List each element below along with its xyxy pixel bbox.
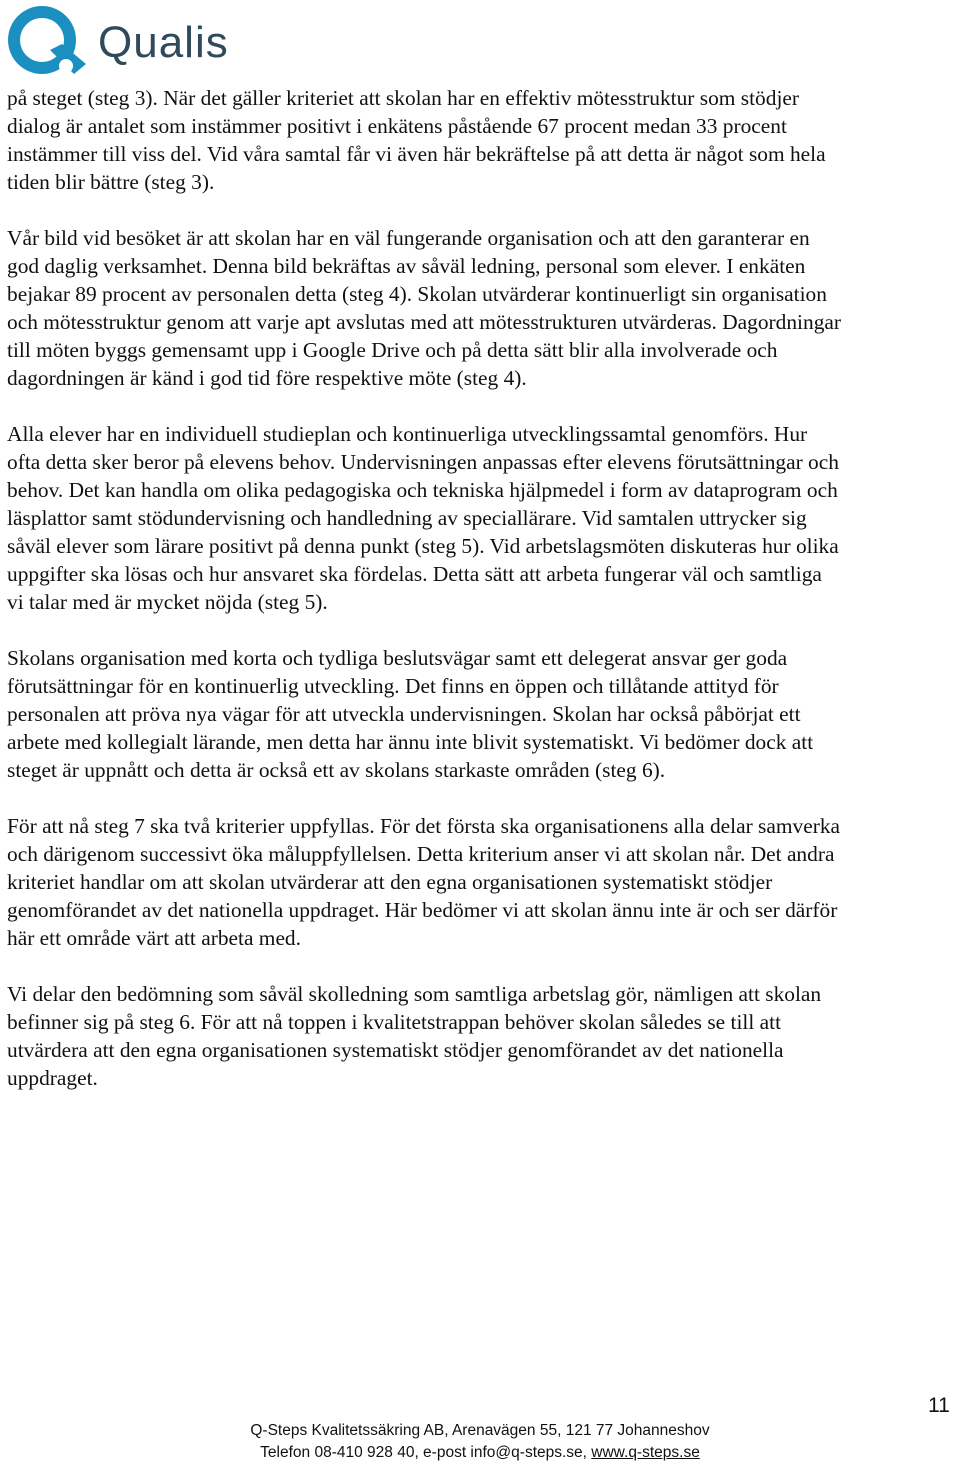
text-line: steget är uppnått och detta är också ett av skolans starkaste områden (steg 6). xyxy=(7,758,666,782)
qualis-q-icon xyxy=(4,4,94,82)
website-link[interactable]: www.q-steps.se xyxy=(591,1444,700,1461)
text-line: god daglig verksamhet. Denna bild bekräftas av såväl ledning, personal som elever. I enkäten xyxy=(7,254,806,278)
text-line: instämmer till viss del. Vid våra samtal får vi även här bekräftelse på att detta är något som hela xyxy=(7,142,826,166)
paragraph xyxy=(7,812,957,952)
text-line: uppdraget. xyxy=(7,1066,98,1090)
page-number: 11 xyxy=(928,1394,950,1417)
text-line: vi talar med är mycket nöjda (steg 5). xyxy=(7,590,328,614)
text-line: utvärdera att den egna organisationen systematiskt stödjer genomförandet av det nationella xyxy=(7,1038,784,1062)
text-line: Skolans organisation med korta och tydliga beslutsvägar samt ett delegerat ansvar ger goda xyxy=(7,646,788,670)
text-line: såväl elever som lärare positivt på denna punkt (steg 5). Vid arbetslagsmöten diskuteras hur olika xyxy=(7,534,839,558)
footer-contact xyxy=(0,1442,960,1464)
text-line: För att nå steg 7 ska två kriterier uppfyllas. För det första ska organisationens alla delar samverka xyxy=(7,814,841,838)
text-line: genomförandet av det nationella uppdraget. Här bedömer vi att skolan ännu inte är och ser därför xyxy=(7,898,838,922)
text-line: Vi delar den bedömning som såväl skolledning som samtliga arbetslag gör, nämligen att skolan xyxy=(7,982,822,1006)
footer xyxy=(0,1420,960,1464)
text-line: bejakar 89 procent av personalen detta (steg 4). Skolan utvärderar kontinuerligt sin organisation xyxy=(7,282,827,306)
text-line: behov. Det kan handla om olika pedagogiska och tekniska hjälpmedel i form av dataprogram och xyxy=(7,478,838,502)
logo-wordmark: Qualis xyxy=(98,18,229,67)
text-line: här ett område värt att arbeta med. xyxy=(7,926,301,950)
paragraph xyxy=(7,224,957,392)
paragraph xyxy=(7,84,957,196)
text-line: på steget (steg 3). När det gäller kriteriet att skolan har en effektiv mötesstruktur som stödjer xyxy=(7,86,800,110)
text-line: och mötesstruktur genom att varje apt avslutas med att mötesstrukturen utvärderas. Dagordningar xyxy=(7,310,842,334)
text-line: kriteriet handlar om att skolan utvärderar att den egna organisationen systematiskt stödjer xyxy=(7,870,773,894)
text-line: personalen att pröva nya vägar för att utveckla undervisningen. Skolan har också påbörjat ett xyxy=(7,702,801,726)
text-line: dialog är antalet som instämmer positivt i enkätens påstående 67 procent medan 33 procent xyxy=(7,114,787,138)
text-line: arbete med kollegialt lärande, men detta har ännu inte blivit systematiskt. Vi bedömer dock att xyxy=(7,730,814,754)
footer-contact-text: Telefon 08-410 928 40, e-post info@q-steps.se, xyxy=(260,1444,592,1461)
text-line: Alla elever har en individuell studieplan och kontinuerliga utvecklingssamtal genomförs. Hur xyxy=(7,422,808,446)
text-line: Vår bild vid besöket är att skolan har en väl fungerande organisation och att den garanterar en xyxy=(7,226,810,250)
text-line: läsplattor samt stödundervisning och handledning av speciallärare. Vid samtalen uttrycker sig xyxy=(7,506,807,530)
text-line: tiden blir bättre (steg 3). xyxy=(7,170,215,194)
text-line: befinner sig på steg 6. För att nå toppen i kvalitetstrappan behöver skolan således se till att xyxy=(7,1010,782,1034)
paragraph xyxy=(7,420,957,616)
text-line: förutsättningar för en kontinuerlig utveckling. Det finns en öppen och tillåtande attityd för xyxy=(7,674,779,698)
paragraph xyxy=(7,980,957,1092)
text-line: dagordningen är känd i god tid före respektive möte (steg 4). xyxy=(7,366,527,390)
text-line: uppgifter ska lösas och hur ansvaret ska fördelas. Detta sätt att arbeta fungerar väl och samtliga xyxy=(7,562,822,586)
text-line: ofta detta sker beror på elevens behov. Undervisningen anpassas efter elevens förutsättningar och xyxy=(7,450,839,474)
qualis-logo xyxy=(4,4,234,80)
document-body xyxy=(7,84,957,1120)
footer-address: Q-Steps Kvalitetssäkring AB, Arenavägen 55, 121 77 Johanneshov xyxy=(250,1422,710,1439)
text-line: till möten byggs gemensamt upp i Google Drive och på detta sätt blir alla involverade och xyxy=(7,338,778,362)
paragraph xyxy=(7,644,957,784)
text-line: och därigenom successivt öka måluppfyllelsen. Detta kriterium anser vi att skolan når. Det andra xyxy=(7,842,835,866)
